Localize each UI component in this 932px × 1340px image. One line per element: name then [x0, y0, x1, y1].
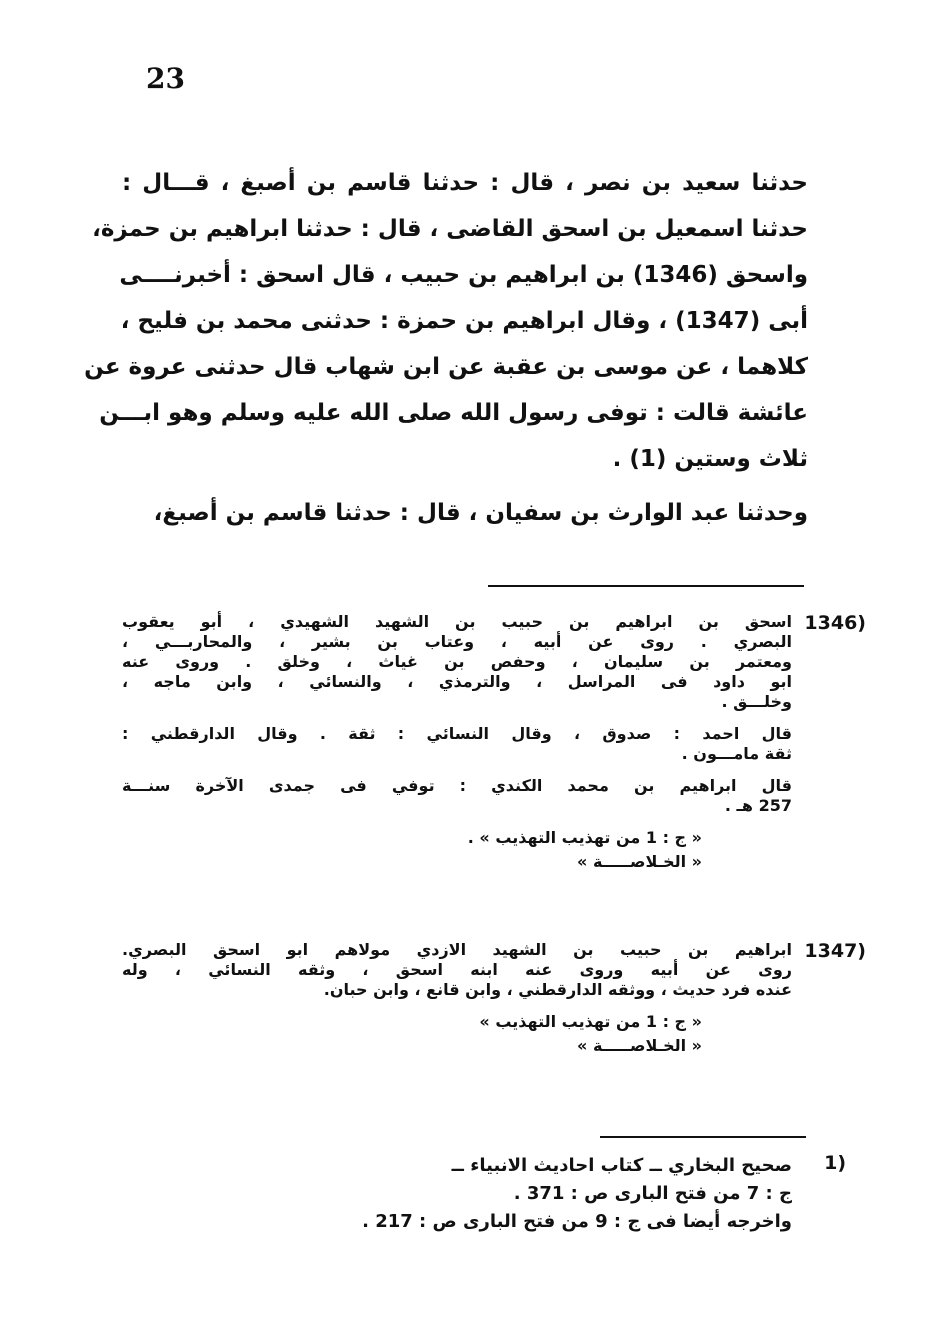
biography-note-1347	[122, 940, 866, 1058]
main-text-line: حدثنا اسمعيل بن اسحق القاضى ، قال : حدثنا ابراهيم بن حمزة،	[92, 216, 808, 242]
note-line: ثقة مامـــون .	[681, 744, 792, 763]
biography-note-1346	[122, 612, 866, 874]
source-reference: « الخـلاصـــــة »	[577, 1036, 702, 1055]
note-line: عنده فرد حديث ، ووثقه الدارقطني ، وابن قانع ، وابن حبان.	[323, 980, 792, 999]
note-number: 1346)	[804, 612, 866, 634]
note-number: 1347)	[804, 940, 866, 962]
main-text-line: كلاهما ، عن موسى بن عقبة عن ابن شهاب قال حدثنى عروة عن	[84, 354, 808, 380]
note-line: 257 هـ .	[724, 796, 792, 815]
footnote-line: ج : 7 من فتح البارى ص : 371 .	[513, 1183, 792, 1204]
source-reference: « ج : 1 من تهذيب التهذيب » .	[467, 828, 702, 847]
source-reference: « الخـلاصـــــة »	[577, 852, 702, 871]
main-text-line: حدثنا سعيد بن نصر ، قال : حدثنا قاسم بن أصبغ ، قـــال :	[122, 170, 808, 196]
page-number: 23	[146, 62, 185, 95]
note-line: البصري . روى عن أبيه ، وعتاب بن بشير ، والمحاربـــي ،	[122, 632, 792, 651]
main-text-line: عائشة قالت : توفى رسول الله صلى الله عليه وسلم وهو ابـــن	[99, 400, 808, 426]
main-text-line: واسحق (1346) بن ابراهيم بن حبيب ، قال اسحق : أخبرنــــى	[119, 262, 808, 288]
main-text	[84, 160, 808, 536]
note-line: ومعتمر بن سليمان ، وحفص بن غياث ، وخلق . وروى عنه	[122, 652, 792, 671]
footnote-separator	[600, 1136, 806, 1138]
note-line: وخلـــق .	[721, 692, 792, 711]
note-line: ابو داود فى المراسل ، والترمذي ، والنسائي ، وابن ماجه ،	[122, 672, 792, 691]
main-text-line: ثلاث وستين (1) .	[612, 446, 808, 472]
notes-separator	[488, 585, 804, 587]
note-line: ابراهيم بن حبيب بن الشهيد الازدي مولاهم ابو اسحق البصري.	[122, 940, 792, 959]
footnote-line: صحيح البخاري ــ كتاب احاديث الانبياء ــ	[451, 1155, 792, 1176]
footnote-number: 1)	[824, 1152, 846, 1174]
source-reference: « ج : 1 من تهذيب التهذيب »	[479, 1012, 702, 1031]
note-line: اسحق بن ابراهيم بن حبيب بن الشهيد الشهيدي ، أبو يعقوب	[122, 612, 792, 631]
main-text-paragraph: وحدثنا عبد الوارث بن سفيان ، قال : حدثنا قاسم بن أصبغ،	[153, 500, 808, 526]
note-line: روى عن أبيه وروى عنه ابنه اسحق ، وثقه النسائي ، وله	[122, 960, 792, 979]
note-line: قال احمد : صدوق ، وقال النسائي : ثقة . وقال الدارقطني :	[122, 724, 792, 743]
footnote-line: واخرجه أيضا فى ج : 9 من فتح البارى ص : 217 .	[362, 1211, 792, 1232]
main-text-line: أبى (1347) ، وقال ابراهيم بن حمزة : حدثنى محمد بن فليح ،	[120, 308, 808, 334]
footnote	[192, 1152, 846, 1236]
note-line: قال ابراهيم بن محمد الكندي : توفي فى جمدى الآخرة سنـــة	[122, 776, 792, 795]
